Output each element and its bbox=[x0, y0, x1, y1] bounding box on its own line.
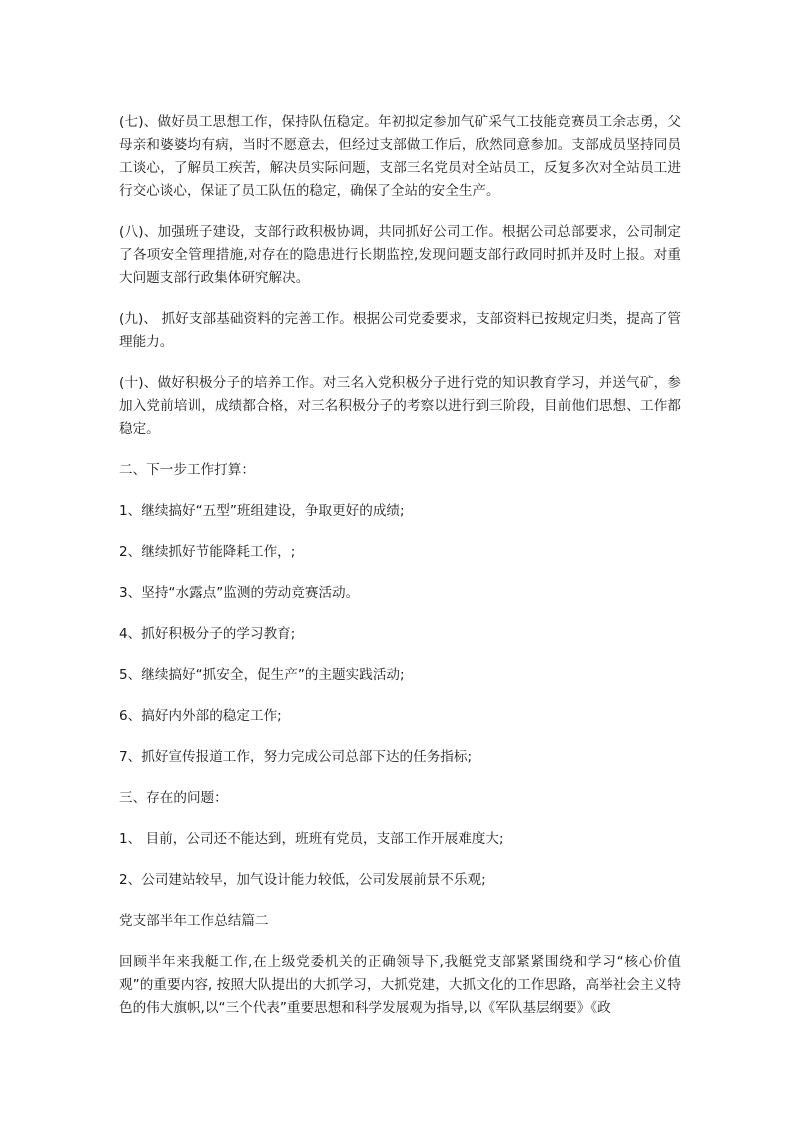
section-heading-next-steps: 二、下一步工作打算： bbox=[119, 462, 255, 478]
paragraph-9-records: (九)、 抓好支部基础资料的完善工作。根据公司党委要求，支部资料已按规定归类，提高了管理能力。 bbox=[119, 311, 681, 350]
next-step-item-1: 1、继续搞好“五型”班组建设，争取更好的成绩; bbox=[119, 503, 405, 519]
next-step-item-6: 6、搞好内外部的稳定工作; bbox=[119, 708, 282, 724]
next-step-item-3: 3、坚持“水露点”监测的劳动竞赛活动。 bbox=[119, 585, 360, 601]
problem-item-2: 2、公司建站较早，加气设计能力较低，公司发展前景不乐观; bbox=[119, 872, 486, 888]
article-title-part-two: 党支部半年工作总结篇二 bbox=[119, 913, 269, 929]
section-heading-problems: 三、存在的问题： bbox=[119, 790, 228, 806]
next-step-item-7: 7、抓好宣传报道工作，努力完成公司总部下达的任务指标; bbox=[119, 749, 473, 765]
next-step-item-4: 4、抓好积极分子的学习教育; bbox=[119, 626, 296, 642]
next-step-item-5: 5、继续搞好“抓安全，促生产”的主题实践活动; bbox=[119, 667, 405, 683]
paragraph-review-half-year: 回顾半年来我艇工作,在上级党委机关的正确领导下,我艇党支部紧紧围绕和学习“核心价值观”的重要内容, 按照大队提出的大抓学习，大抓党建，大抓文化的工作思路，高举社会主义特色的伟大旗帜,以“三个代表”重要思想和科学发展观为指导,以《军队基层纲要》《政 bbox=[119, 954, 681, 1016]
paragraph-7-staff-morale: (七)、做好员工思想工作，保持队伍稳定。年初拟定参加气矿采气工技能竞赛员工余志勇，父母亲和婆婆均有病，当时不愿意去，但经过支部做工作后，欣然同意参加。支部成员坚持同员工谈心，了解员工疾苦，解决员实际问题，支部三名党员对全站员工，反复多次对全站员工进行交心谈心，保证了员工队伍的稳定，确保了全站的安全生产。 bbox=[119, 114, 681, 199]
paragraph-8-team-building: (八)、加强班子建设，支部行政积极协调，共同抓好公司工作。根据公司总部要求，公司制定了各项安全管理措施,对存在的隐患进行长期监控,发现问题支部行政同时抓并及时上报。对重大问题支部行政集体研究解决。 bbox=[119, 224, 681, 286]
next-step-item-2: 2、继续抓好节能降耗工作，; bbox=[119, 544, 296, 560]
problem-item-1: 1、 目前，公司还不能达到，班班有党员，支部工作开展难度大; bbox=[119, 831, 504, 847]
paragraph-10-activists: (十)、做好积极分子的培养工作。对三名入党积极分子进行党的知识教育学习，并送气矿，参加入党前培训，成绩都合格，对三名积极分子的考察以进行到三阶段，目前他们思想、工作都稳定。 bbox=[119, 375, 681, 437]
document-body bbox=[119, 111, 681, 1038]
